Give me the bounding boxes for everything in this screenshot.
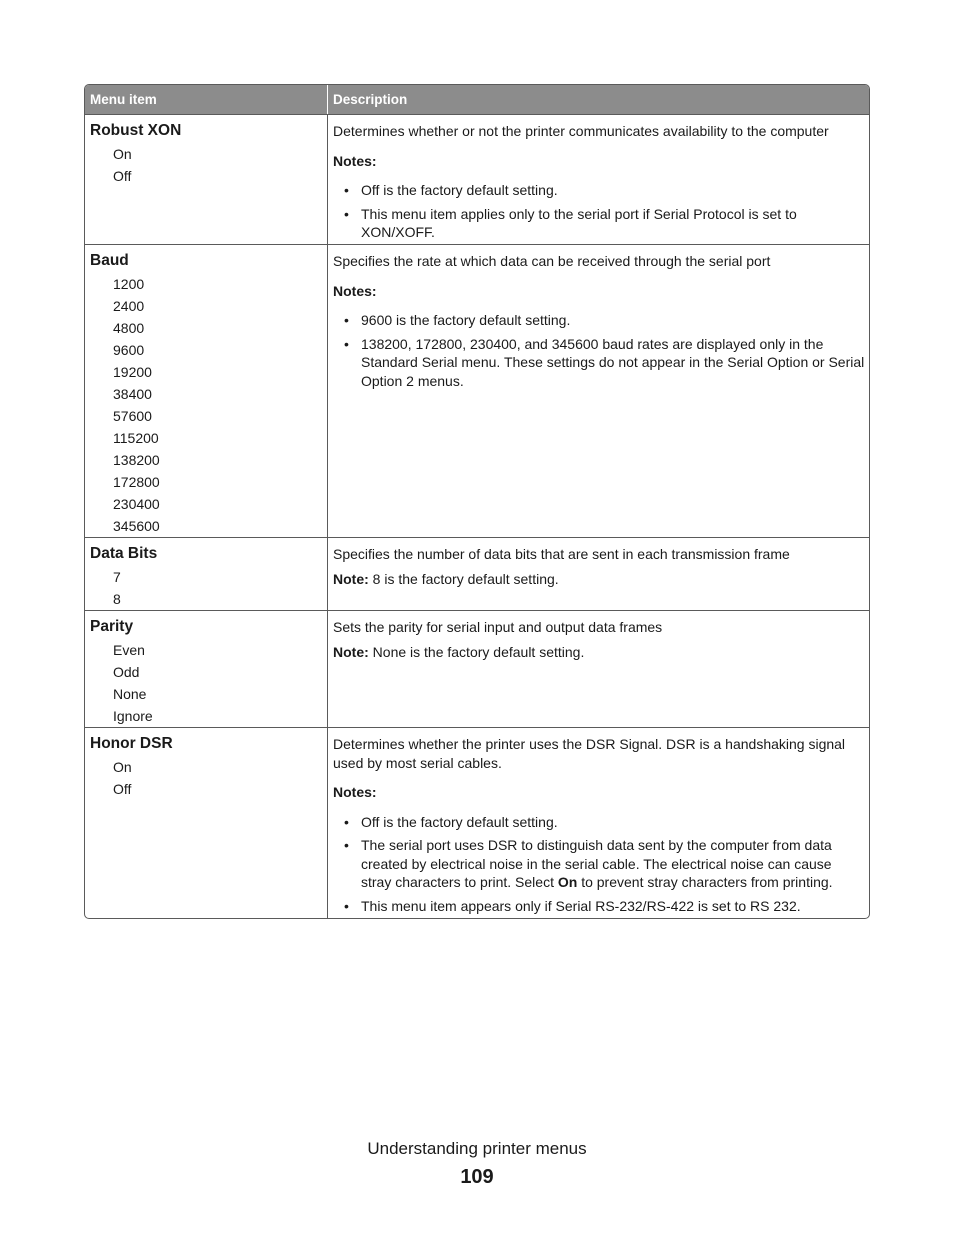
note-text: 8 is the factory default setting. xyxy=(368,570,559,587)
option: Off xyxy=(113,781,132,797)
menu-item-cell xyxy=(85,611,328,727)
menu-item-cell xyxy=(85,245,328,537)
option: 9600 xyxy=(113,342,145,358)
note-tail: to prevent stray characters from printing. xyxy=(577,874,833,890)
note-item: • Off is the factory default setting. xyxy=(333,181,865,200)
option: 4800 xyxy=(113,320,145,336)
option: 19200 xyxy=(113,364,152,380)
option: Ignore xyxy=(113,708,153,724)
menu-table xyxy=(84,84,870,919)
menu-item-cell xyxy=(85,115,328,244)
option: 115200 xyxy=(113,430,159,446)
note-item: • 9600 is the factory default setting. xyxy=(333,311,865,330)
note-text: None is the factory default setting. xyxy=(368,643,585,660)
notes-label: Notes: xyxy=(333,784,377,800)
description-cell xyxy=(328,611,869,727)
header-description: Description xyxy=(333,92,408,107)
note-item: • Off is the factory default setting. xyxy=(333,813,865,832)
option: 38400 xyxy=(113,386,152,402)
table-row xyxy=(85,727,869,918)
option: 1200 xyxy=(113,276,145,292)
note-bold: On xyxy=(557,874,578,890)
table-row xyxy=(85,244,869,537)
option: 2400 xyxy=(113,298,145,314)
description-cell xyxy=(328,538,869,610)
table-header xyxy=(85,85,869,114)
option: On xyxy=(113,146,132,162)
description-cell xyxy=(328,115,869,244)
option: Even xyxy=(113,642,145,658)
note-item: • This menu item applies only to the serial port if Serial Protocol is set to XON/XOFF. xyxy=(333,205,865,242)
option: 7 xyxy=(113,569,121,585)
description: Specifies the number of data bits that are sent in each transmission frame xyxy=(333,546,790,562)
table-row xyxy=(85,610,869,727)
option: None xyxy=(113,686,147,702)
note-label: Note: xyxy=(333,643,369,660)
option: 8 xyxy=(113,591,121,607)
note-item xyxy=(333,836,865,892)
note-item: • This menu item appears only if Serial RS-232/RS-422 is set to RS 232. xyxy=(333,897,865,916)
note-text: The serial port uses DSR to distinguish data sent by the computer from data created by electrical noise in the serial cable. The electrical noise can cause stray characters to print. Select xyxy=(361,837,832,890)
menu-item-cell xyxy=(85,728,328,918)
description-cell xyxy=(328,245,869,537)
description-cell xyxy=(328,728,869,918)
description: Specifies the rate at which data can be received through the serial port xyxy=(333,253,771,269)
option: 138200 xyxy=(113,452,160,468)
notes-list xyxy=(333,311,865,390)
table-row xyxy=(85,537,869,610)
footer-title: Understanding printer menus xyxy=(367,1139,587,1158)
item-name: Baud xyxy=(90,252,129,269)
notes-label: Notes: xyxy=(333,282,377,299)
item-name: Honor DSR xyxy=(90,735,173,752)
note-item: • 138200, 172800, 230400, and 345600 baud rates are displayed only in the Standard Serial menu. These settings do not appear in the Serial Option or Serial Option 2 menus. xyxy=(333,335,865,391)
notes-list xyxy=(333,813,865,916)
note-label: Note: xyxy=(333,570,369,587)
item-name: Parity xyxy=(90,618,134,635)
header-menu-item: Menu item xyxy=(85,85,328,114)
option: Odd xyxy=(113,664,140,680)
menu-item-cell xyxy=(85,538,328,610)
description: Determines whether or not the printer communicates availability to the computer xyxy=(333,123,829,139)
option: 172800 xyxy=(113,474,160,490)
option: Off xyxy=(113,168,132,184)
option: 57600 xyxy=(113,408,152,424)
notes-label: Notes: xyxy=(333,152,377,169)
table-row xyxy=(85,114,869,244)
item-name: Data Bits xyxy=(90,545,158,562)
page-number: 109 xyxy=(460,1166,494,1188)
option: On xyxy=(113,759,132,775)
option: 345600 xyxy=(113,518,160,534)
note-line xyxy=(333,643,865,662)
description: Determines whether the printer uses the DSR Signal. DSR is a handshaking signal used by most serial cables. xyxy=(333,736,846,771)
notes-list xyxy=(333,181,865,242)
note-line xyxy=(333,570,865,589)
item-name: Robust XON xyxy=(90,122,182,139)
description: Sets the parity for serial input and output data frames xyxy=(333,619,663,635)
option: 230400 xyxy=(113,496,160,512)
